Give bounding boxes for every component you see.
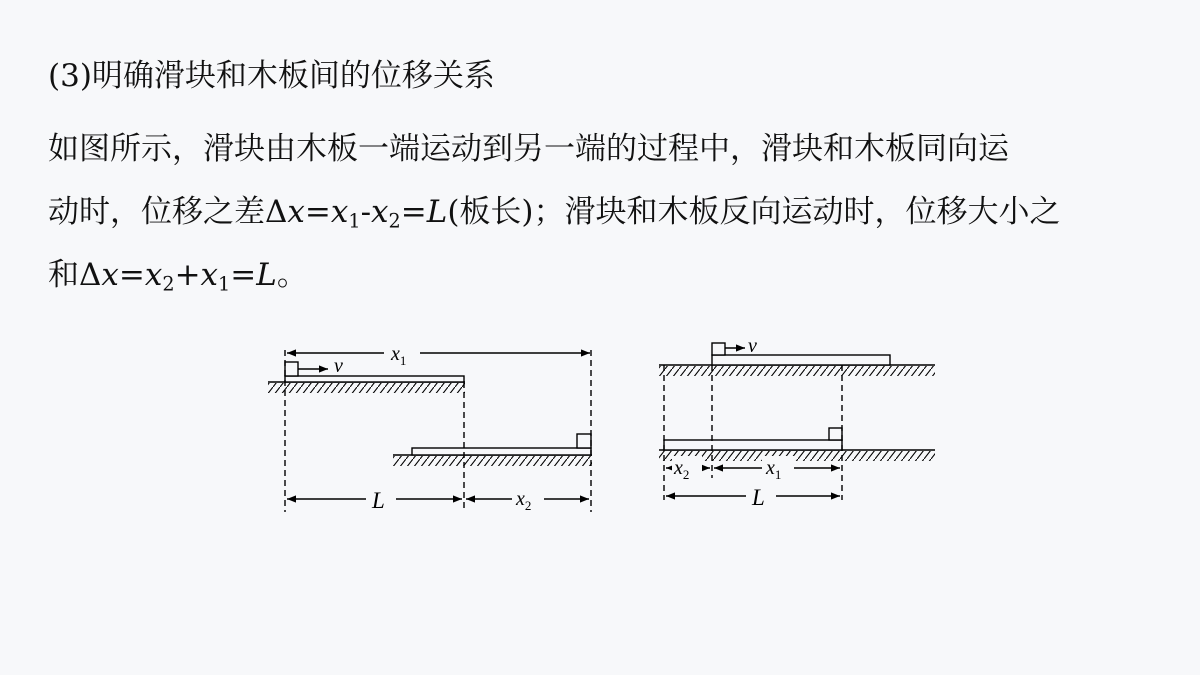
velocity-label: v (334, 355, 343, 377)
var-x: x (287, 194, 305, 230)
L-label: L (372, 488, 385, 513)
plus-sign: + (174, 257, 201, 293)
lower-board (664, 440, 842, 450)
slider-start (285, 362, 298, 376)
eq-sign: = (230, 257, 257, 293)
sub-1: 1 (218, 272, 231, 296)
line3-text-start: 和Δ (48, 257, 102, 293)
paragraph-line-1: 如图所示，滑块由木板一端运动到另一端的过程中，滑块和木板同向运 (48, 131, 1009, 167)
upper-board (712, 355, 890, 365)
upper-ground-hatch (659, 366, 935, 376)
x2-label: $x_2$ (516, 488, 532, 513)
var-L: L (256, 257, 277, 293)
sub-1: 1 (348, 209, 361, 233)
figure-opposite-direction (659, 335, 935, 510)
eq-sign: = (304, 194, 331, 230)
section-heading: (3)明确滑块和木板间的位移关系 (48, 58, 495, 94)
var-x2: x (371, 194, 389, 230)
lower-ground-hatch (393, 456, 592, 466)
line3-text-end: 。 (276, 257, 308, 293)
upper-ground-hatch (268, 383, 465, 393)
eq-sign: = (118, 257, 145, 293)
x2-label: $x_2$ (674, 457, 690, 482)
L-label: L (752, 485, 765, 510)
upper-board (285, 376, 464, 382)
x1-label: $x_1$ (391, 343, 407, 368)
minus-sign: - (360, 194, 372, 230)
velocity-label: v (748, 335, 757, 357)
var-x1: x (330, 194, 349, 230)
slider-start (712, 343, 725, 355)
slider-end (829, 428, 842, 440)
var-x: x (101, 257, 119, 293)
var-L: L (426, 194, 448, 230)
var-x2: x (144, 257, 163, 293)
line2-text-end: (板长)；滑块和木板反向运动时，位移大小之 (447, 194, 1061, 230)
eq-sign: = (400, 194, 427, 230)
lower-board (412, 448, 591, 455)
figure-same-direction (268, 342, 592, 513)
sub-2: 2 (162, 272, 175, 296)
slider-end (577, 434, 591, 448)
line2-text-start: 动时，位移之差Δ (48, 194, 288, 230)
var-x1: x (200, 257, 219, 293)
x1-label: $x_1$ (766, 457, 782, 482)
sub-2: 2 (388, 209, 401, 233)
